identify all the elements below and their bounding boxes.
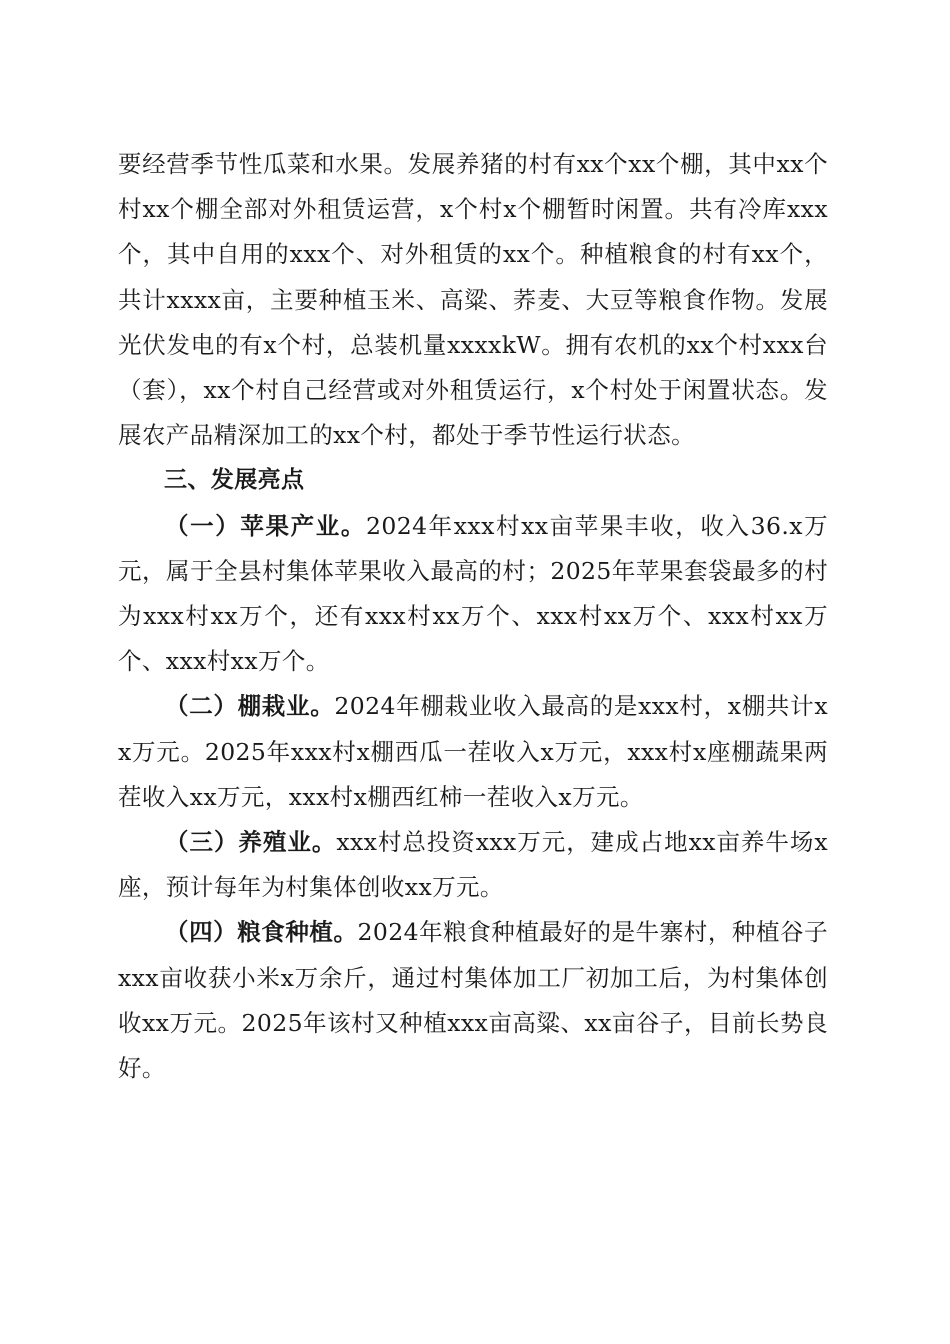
highlight-title: （三）养殖业。 [165,828,337,857]
highlight-body: xxx村总投资xxx万元，建成占地xx亩养牛场x座，预计每年为村集体创收xx万元。 [118,828,828,902]
continued-paragraph: 要经营季节性瓜菜和水果。发展养猪的村有xx个xx个棚，其中xx个村xx个棚全部对外租赁运营，x个村x个棚暂时闲置。共有冷库xxx个，其中自用的xxx个、对外租赁的xx个。种植粮食的村有xx个，共计xxxx亩，主要种植玉米、高粱、荞麦、大豆等粮食作物。发展光伏发电的有x个村，总装机量xxxxkW。拥有农机的xx个村xxx台（套），xx个村自己经营或对外租赁运行，x个村处于闲置状态。发展农产品精深加工的xx个村，都处于季节性运行状态。 [118,150,828,450]
highlight-grain [118,910,828,1091]
highlight-body: 2024年粮食种植最好的是牛寨村，种植谷子xxx亩收获小米x万余斤，通过村集体加工厂初加工后，为村集体创收xx万元。2025年该村又种植xxx亩高粱、xx亩谷子，目前长势良好。 [118,918,828,1083]
highlight-title: （二）棚栽业。 [165,692,335,721]
highlight-livestock [118,820,828,910]
highlight-title: （四）粮食种植。 [165,918,358,947]
highlight-body: 2024年棚栽业收入最高的是xxx村，x棚共计xx万元。2025年xxx村x棚西瓜一茬收入x万元，xxx村x座棚蔬果两茬收入xx万元，xxx村x棚西红柿一茬收入x万元。 [118,692,828,811]
document-page [118,142,828,1091]
section-heading: 三、发展亮点 [164,467,305,494]
highlight-apple [118,504,828,685]
highlight-greenhouse [118,684,828,820]
highlight-body: 2024年xxx村xx亩苹果丰收，收入36.x万元，属于全县村集体苹果收入最高的村；2025年苹果套袋最多的村为xxx村xx万个，还有xxx村xx万个、xxx村xx万个、xxx村xx万个、xxx村xx万个。 [118,511,828,676]
highlight-title: （一）苹果产业。 [165,511,367,540]
